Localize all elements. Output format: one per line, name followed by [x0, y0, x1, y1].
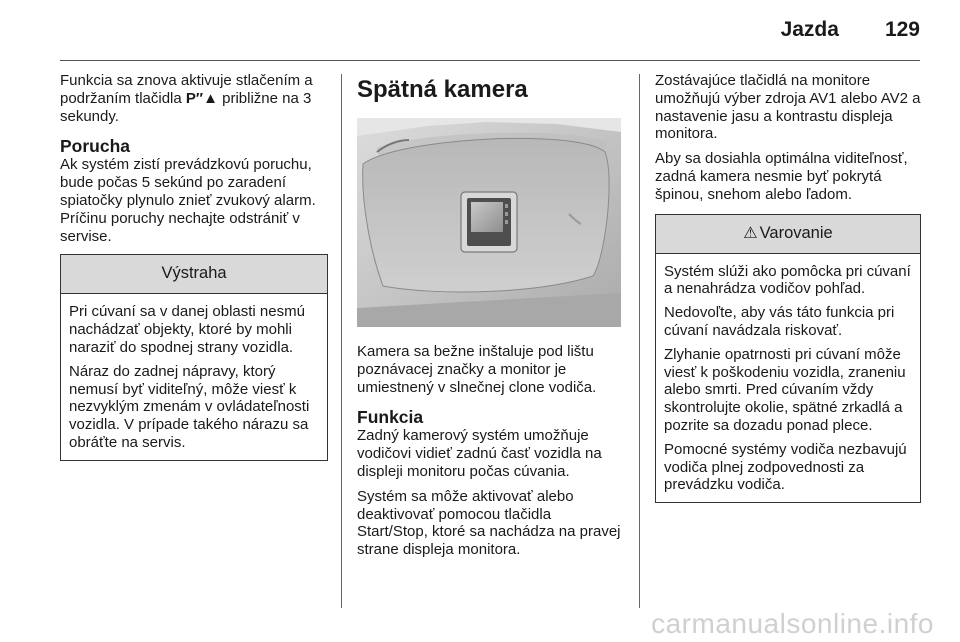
watermark: carmanualsonline.info [651, 608, 934, 639]
park-assist-button-icon: P″▲ [185, 89, 218, 107]
caution-paragraph-1: Pri cúvaní sa v danej oblasti nesmú nachádzať objekty, ktoré by mohli naraziť do spodnej strany vozidla. [69, 303, 305, 356]
warning-paragraph-2: Nedovoľte, aby vás táto funkcia pri cúvaní navádzala riskovať. [664, 304, 895, 339]
visibility-paragraph: Aby sa dosiahla optimálna viditeľnosť, zadná kamera nesmie byť pokrytá špinou, snehom alebo ľadom. [655, 150, 908, 203]
warning-paragraph-4: Pomocné systémy vodiča nezbavujú vodiča plnej zodpovednosti za prevádzku vodiča. [664, 440, 907, 494]
warning-paragraph-1: Systém slúži ako pomôcka pri cúvaní a nenahrádza vodičov pohľad. [664, 262, 911, 298]
section-title: Jazda [780, 18, 839, 41]
warning-title-bar [656, 215, 920, 254]
column-divider-2 [639, 74, 640, 608]
page-number: 129 [884, 18, 920, 41]
camera-intro-paragraph: Kamera sa bežne inštaluje pod lištu poznávacej značky a monitor je umiestnený v slnečnej clone vodiča. [357, 343, 597, 396]
warning-box [655, 214, 921, 504]
caution-paragraph-2: Náraz do zadnej nápravy, ktorý nemusí byť viditeľný, môže viesť k nezvyklým zmenám v ovládateľnosti vozidla. V prípade takého nárazu sa obráťte na servis. [69, 362, 310, 451]
column-2 [357, 72, 625, 566]
buttons-paragraph: Zostávajúce tlačidlá na monitore umožňujú výber zdroja AV1 alebo AV2 a nastavenie jasu a kontrastu displeja monitora. [655, 72, 921, 143]
function-paragraph-2: Systém sa môže aktivovať alebo deaktivovať pomocou tlačidla Start/Stop, ktoré sa nachádza na pravej strane displeja monitora. [357, 487, 621, 559]
column-1 [60, 72, 328, 461]
sun-visor-monitor-illustration [357, 118, 621, 327]
warning-paragraph-3: Zlyhanie opatrnosti pri cúvaní môže viesť k poškodeniu vozidla, zraneniu alebo smrti. Pred cúvaním vždy skontrolujte okolie, spätné zrkadlá a pozrite sa dozadu ponad plece. [664, 345, 906, 434]
caution-body [61, 294, 327, 459]
warning-icon: ⚠ [743, 224, 758, 242]
column-3 [655, 72, 921, 503]
function-paragraph-1: Zadný kamerový systém umožňuje vodičovi vidieť zadnú časť vozidla na displeji monitoru počas cúvania. [357, 427, 602, 480]
caution-box [60, 254, 328, 460]
column-divider-1 [341, 74, 342, 608]
page-header [781, 18, 920, 48]
fault-paragraph: Ak systém zistí prevádzkovú poruchu, bude počas 5 sekúnd po zaradení spiatočky plynulo znieť zvukový alarm. Príčinu poruchy nechajte odstrániť v servise. [60, 156, 316, 245]
section-heading: Spätná kamera [357, 76, 528, 103]
intro-paragraph: Funkcia sa znova aktivuje stlačením a podržaním tlačidla P″▲ približne na 3 sekundy. [60, 72, 313, 125]
caution-title: Výstraha [61, 255, 327, 294]
function-heading: Funkcia [357, 407, 424, 428]
header-rule [60, 60, 920, 61]
warning-body [656, 254, 920, 503]
fault-heading: Porucha [60, 136, 131, 157]
warning-title: Varovanie [759, 223, 833, 242]
